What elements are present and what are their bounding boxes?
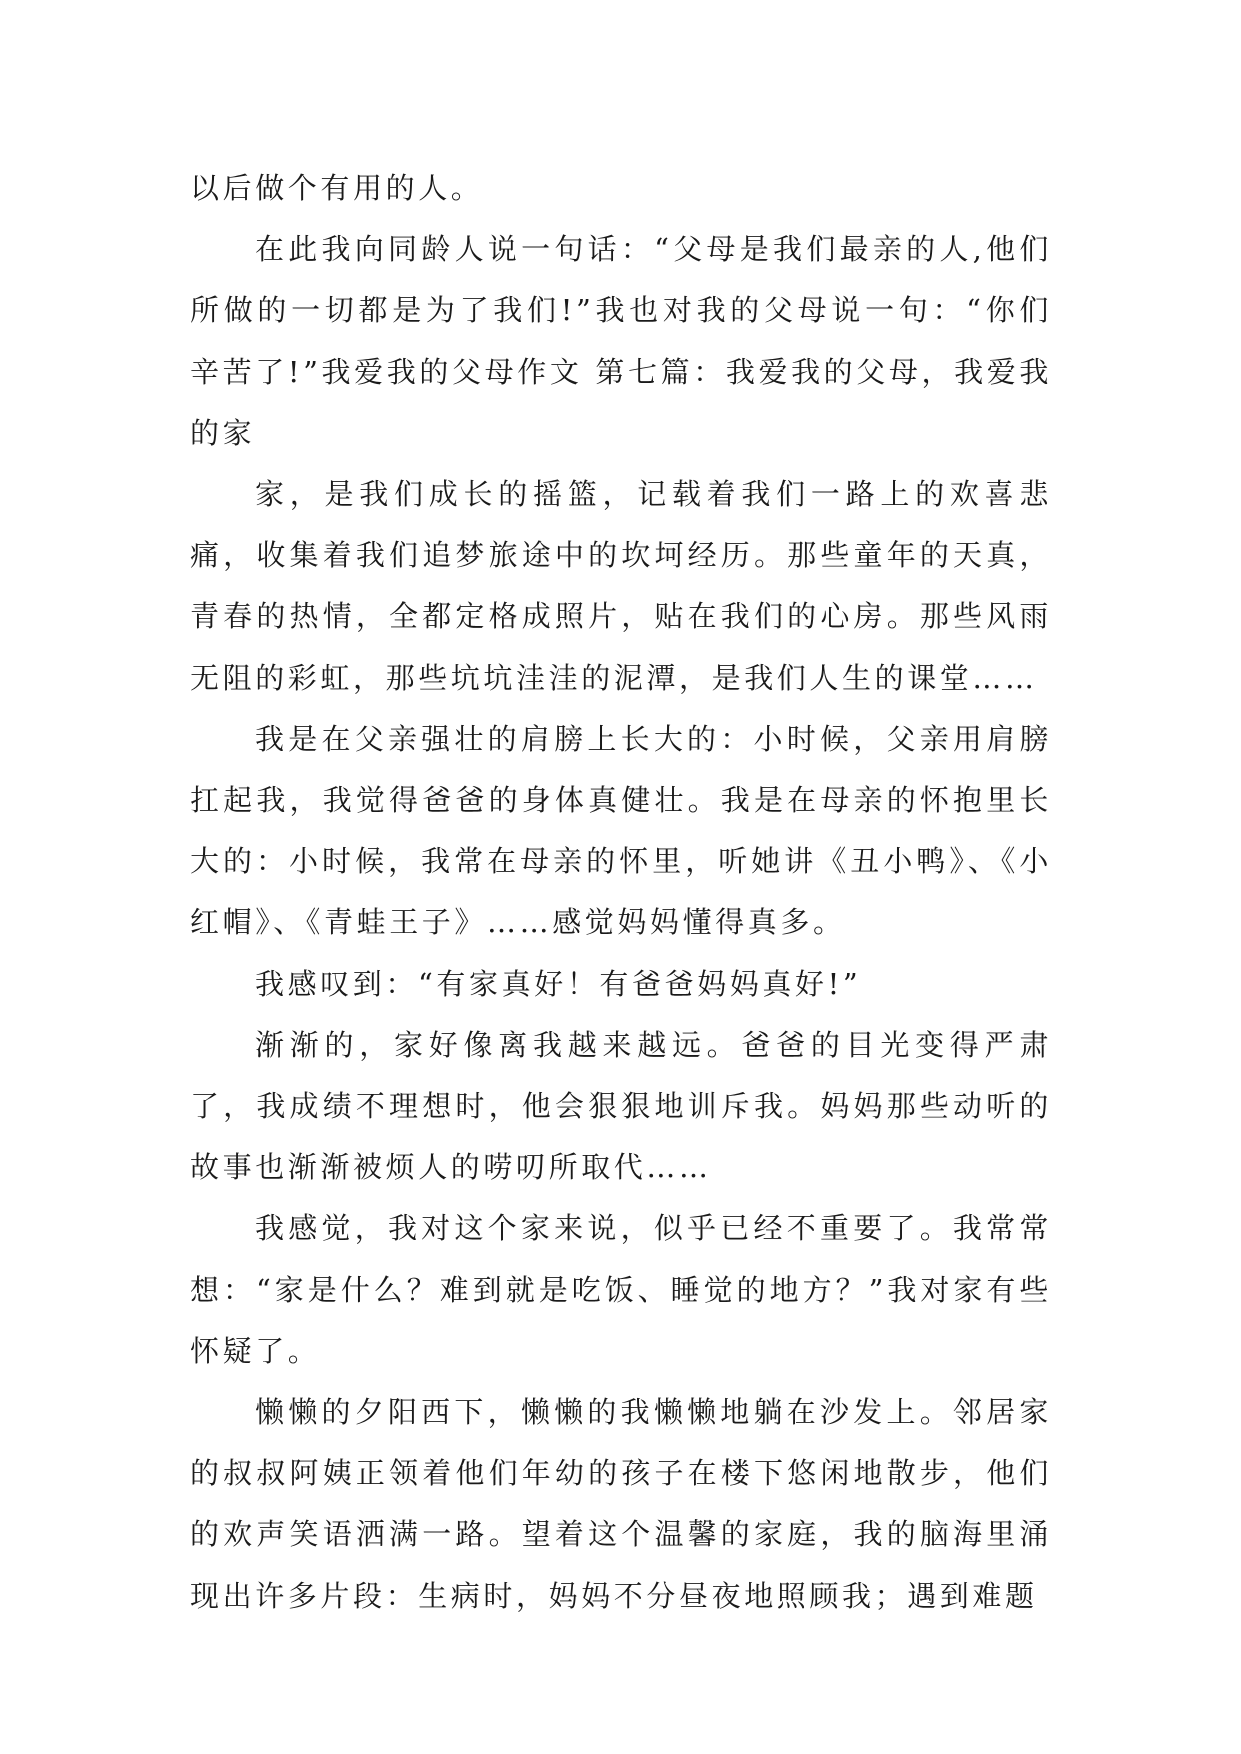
paragraph-1: 以后做个有用的人。	[190, 171, 484, 205]
paragraph-5: 我感叹到：“有家真好！有爸爸妈妈真好!”	[255, 966, 862, 1001]
paragraph-3: 家，是我们成长的摇篮，记载着我们一路上的欢喜悲痛，收集着我们追梦旅途中的坎坷经历。那些童年的天真，青春的热情，全都定格成照片，贴在我们的心房。那些风雨无阻的彩虹，那些坑坑洼洼的泥潭，是我们人生的课堂……	[190, 477, 1052, 695]
paragraph-2: 在此我向同龄人说一句话：“父母是我们最亲的人,他们所做的一切都是为了我们!”我也对我的父母说一句：“你们辛苦了!”我爱我的父母作文 第七篇：我爱我的父母，我爱我的家	[190, 232, 1052, 450]
paragraph-8: 懒懒的夕阳西下，懒懒的我懒懒地躺在沙发上。邻居家的叔叔阿姨正领着他们年幼的孩子在楼下悠闲地散步，他们的欢声笑语洒满一路。望着这个温馨的家庭，我的脑海里涌现出许多片段：生病时，妈妈不分昼夜地照顾我；遇到难题	[190, 1395, 1052, 1613]
paragraph-7: 我感觉，我对这个家来说，似乎已经不重要了。我常常想：“家是什么？难到就是吃饭、睡觉的地方？”我对家有些怀疑了。	[190, 1211, 1052, 1368]
document-page	[190, 158, 1052, 1627]
paragraph-6: 渐渐的，家好像离我越来越远。爸爸的目光变得严肃了，我成绩不理想时，他会狠狠地训斥我。妈妈那些动听的故事也渐渐被烦人的唠叨所取代……	[190, 1027, 1052, 1185]
paragraph-4: 我是在父亲强壮的肩膀上长大的：小时候，父亲用肩膀扛起我，我觉得爸爸的身体真健壮。我是在母亲的怀抱里长大的：小时候，我常在母亲的怀里，听她讲《丑小鸭》、《小红帽》、《青蛙王子》……感觉妈妈懂得真多。	[190, 721, 1052, 940]
